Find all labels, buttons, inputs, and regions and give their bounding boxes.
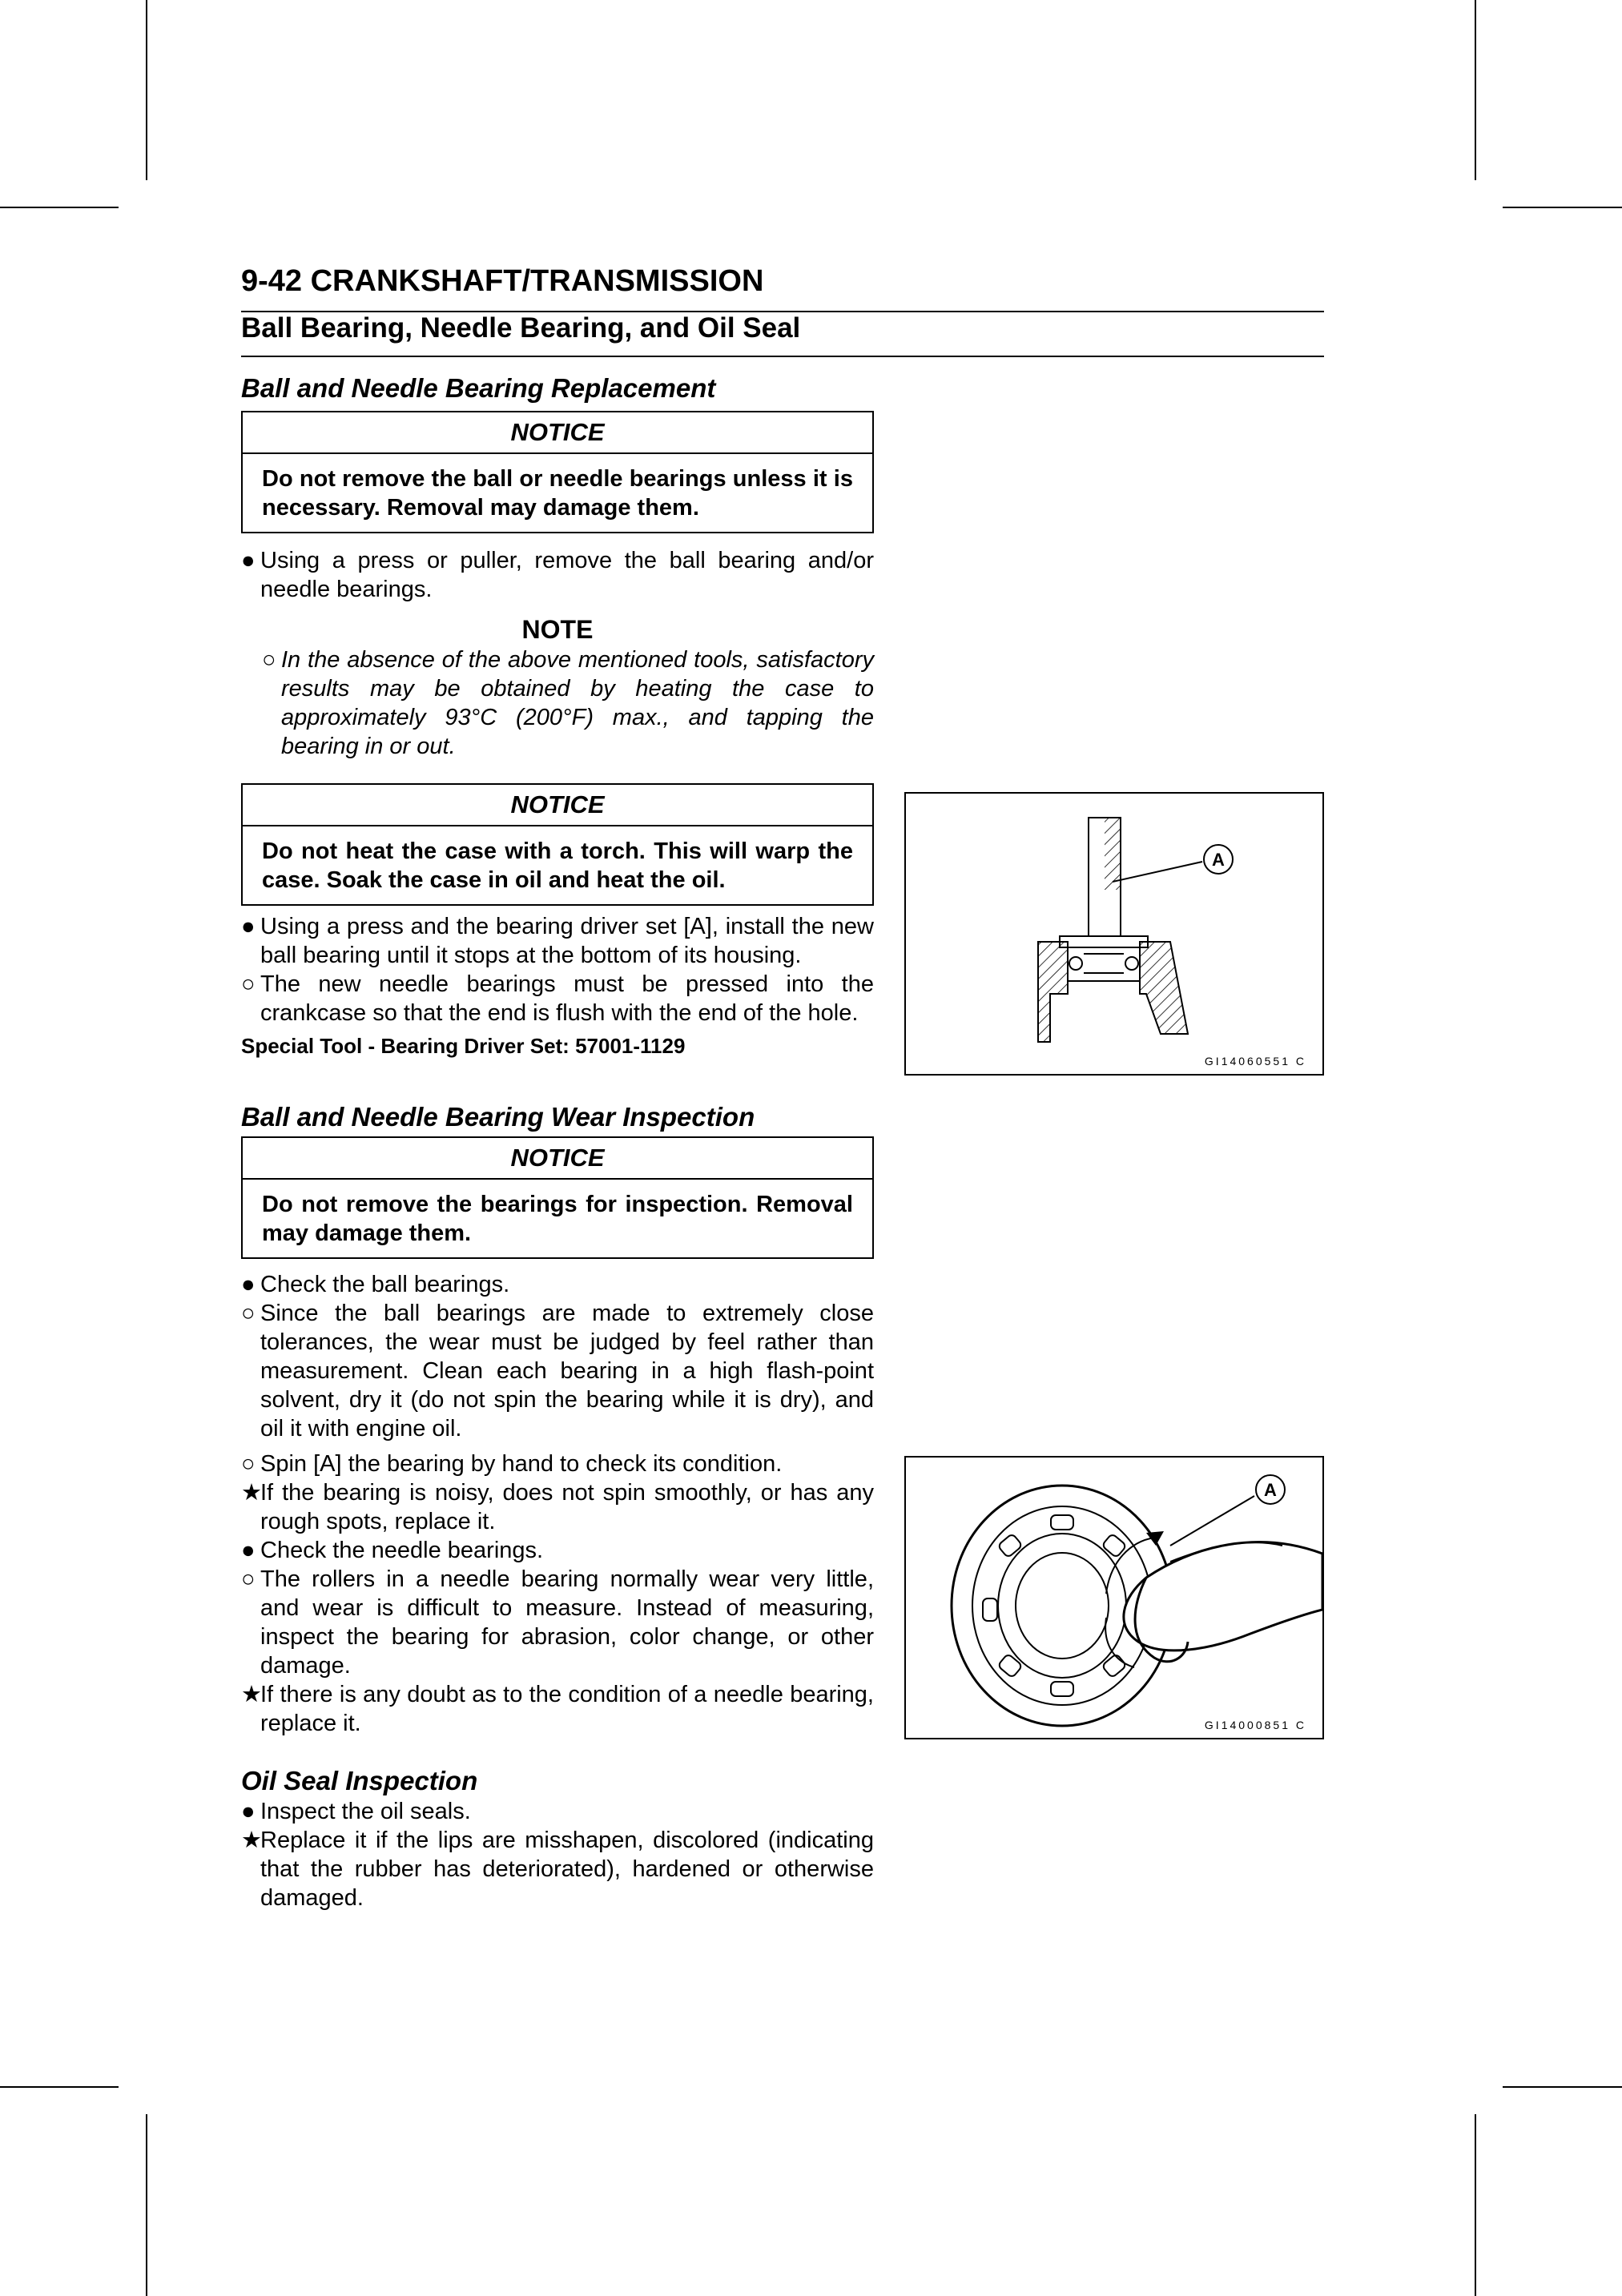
bullet-marker: ● xyxy=(241,1272,256,1297)
sub-marker: ○ xyxy=(241,1301,256,1326)
list-item xyxy=(241,1270,874,1299)
figure-label: A xyxy=(1264,1480,1277,1500)
oil-seal-heading: Oil Seal Inspection xyxy=(241,1766,478,1795)
crop-mark xyxy=(1503,2086,1622,2088)
star-marker: ★ xyxy=(241,1480,262,1506)
section-title: Ball Bearing, Needle Bearing, and Oil Seal xyxy=(241,312,801,344)
crop-mark xyxy=(146,2114,147,2296)
sub-marker: ○ xyxy=(241,971,256,997)
list-item xyxy=(241,1826,874,1912)
note-text: In the absence of the above mentioned tools, satisfactory results may be obtained by heating the case to approximately 93°C (200°F) max., and tapping the bearing in or out. xyxy=(281,647,874,759)
list-item xyxy=(241,1797,874,1826)
list-item xyxy=(241,970,874,1027)
figure-code: GI14060551 C xyxy=(1204,1055,1306,1068)
notice-box xyxy=(241,1136,874,1259)
item-text: The rollers in a needle bearing normally wear very little, and wear is difficult to measure. Instead of measuring, inspect the bearing for abrasion, color change, or other damage. xyxy=(260,1566,874,1679)
item-text: Spin [A] the bearing by hand to check its condition. xyxy=(260,1451,783,1477)
figure-code: GI14000851 C xyxy=(1204,1719,1306,1731)
notice-title: NOTICE xyxy=(243,1138,872,1180)
section-rule xyxy=(241,356,1324,357)
list-item xyxy=(241,1680,874,1738)
page-title: 9-42 CRANKSHAFT/TRANSMISSION xyxy=(241,264,764,298)
list-item xyxy=(241,912,874,970)
item-text: The new needle bearings must be pressed into the crankcase so that the end is flush with the end of the hole. xyxy=(260,971,874,1026)
note-item xyxy=(241,645,874,761)
list-item xyxy=(241,1299,874,1443)
crop-mark xyxy=(1503,207,1622,208)
notice-box xyxy=(241,411,874,533)
figure-spin-bearing xyxy=(904,1456,1324,1739)
sub-marker: ○ xyxy=(262,647,276,673)
item-text: Check the ball bearings. xyxy=(260,1272,510,1297)
sub-marker: ○ xyxy=(241,1566,256,1592)
list-item xyxy=(241,1565,874,1680)
note-heading: NOTE xyxy=(521,615,594,644)
replacement-install xyxy=(241,783,874,1060)
bearing-driver-illustration xyxy=(906,794,1322,1074)
replacement-section xyxy=(241,372,874,761)
wear-heading: Ball and Needle Bearing Wear Inspection xyxy=(241,1102,755,1132)
item-text: Check the needle bearings. xyxy=(260,1538,544,1563)
star-marker: ★ xyxy=(241,1828,262,1853)
item-text: Using a press or puller, remove the ball bearing and/or needle bearings. xyxy=(260,548,874,602)
list-item xyxy=(241,1478,874,1536)
crop-mark xyxy=(1475,0,1476,180)
bullet-marker: ● xyxy=(241,1799,256,1824)
crop-mark xyxy=(0,207,119,208)
notice-body: Do not heat the case with a torch. This will warp the case. Soak the case in oil and heat the oil. xyxy=(262,838,853,893)
figure-bearing-driver xyxy=(904,792,1324,1076)
notice-title: NOTICE xyxy=(243,785,872,826)
bullet-marker: ● xyxy=(241,1538,256,1563)
item-text: Since the ball bearings are made to extremely close tolerances, the wear must be judged by feel rather than measurement. Clean each bearing in a high flash-point solvent, dry it (do not spin the bearing while it is dry), and oil it with engine oil. xyxy=(260,1301,874,1442)
crop-mark xyxy=(1475,2114,1476,2296)
notice-body: Do not remove the ball or needle bearings unless it is necessary. Removal may damage them. xyxy=(262,466,853,521)
notice-box xyxy=(241,783,874,906)
oil-seal-section xyxy=(241,1765,874,1912)
wear-section xyxy=(241,1101,874,1738)
crop-mark xyxy=(0,2086,119,2088)
bullet-marker: ● xyxy=(241,914,256,939)
item-text: Replace it if the lips are misshapen, discolored (indicating that the rubber has deteriorated), hardened or otherwise damaged. xyxy=(260,1828,874,1911)
list-item xyxy=(241,546,874,604)
notice-title: NOTICE xyxy=(243,412,872,454)
bullet-marker: ● xyxy=(241,548,256,573)
star-marker: ★ xyxy=(241,1682,262,1707)
crop-mark xyxy=(146,0,147,180)
list-item xyxy=(241,1450,874,1478)
special-tool: Special Tool - Bearing Driver Set: 57001-1129 xyxy=(241,1034,686,1058)
item-text: If there is any doubt as to the condition of a needle bearing, replace it. xyxy=(260,1682,874,1736)
replacement-heading: Ball and Needle Bearing Replacement xyxy=(241,373,716,403)
figure-label: A xyxy=(1212,850,1225,870)
item-text: Using a press and the bearing driver set [A], install the new ball bearing until it stops at the bottom of its housing. xyxy=(260,914,874,968)
spin-bearing-illustration xyxy=(906,1458,1322,1738)
sub-marker: ○ xyxy=(241,1451,256,1477)
item-text: If the bearing is noisy, does not spin smoothly, or has any rough spots, replace it. xyxy=(260,1480,874,1534)
notice-body: Do not remove the bearings for inspection. Removal may damage them. xyxy=(262,1192,853,1246)
list-item xyxy=(241,1536,874,1565)
item-text: Inspect the oil seals. xyxy=(260,1799,471,1824)
